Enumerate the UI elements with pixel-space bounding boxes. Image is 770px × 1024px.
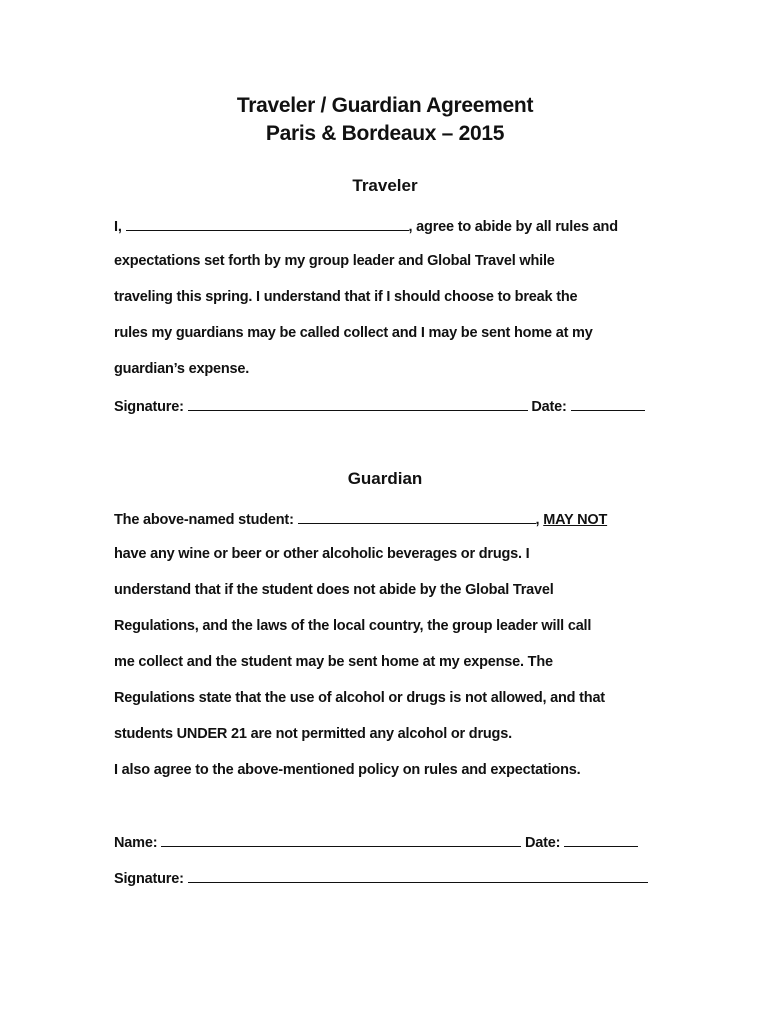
guardian-name-blank[interactable] — [161, 833, 521, 847]
traveler-line-5: guardian’s expense. — [114, 361, 250, 377]
traveler-after-name: , agree to abide by all rules and — [408, 219, 618, 235]
guardian-line-7: students UNDER 21 are not permitted any alcohol or drugs. — [114, 726, 512, 742]
guardian-line-3: understand that if the student does not abide by the Global Travel — [114, 582, 554, 598]
guardian-line-4: Regulations, and the laws of the local country, the group leader will call — [114, 618, 592, 634]
guardian-line-6: Regulations state that the use of alcohol or drugs is not allowed, and that — [114, 690, 605, 706]
guardian-student-blank[interactable] — [298, 510, 536, 524]
guardian-name-row — [114, 833, 638, 851]
traveler-prefix: I, — [114, 219, 122, 235]
guardian-signature-blank[interactable] — [188, 869, 648, 883]
traveler-line-1 — [114, 217, 618, 235]
traveler-name-blank[interactable] — [126, 217, 409, 231]
document-title: Traveler / Guardian Agreement — [236, 94, 534, 117]
guardian-line-2: have any wine or beer or other alcoholic beverages or drugs. I — [114, 546, 530, 562]
guardian-comma: , — [535, 512, 540, 528]
guardian-heading: Guardian — [347, 469, 423, 488]
traveler-date-blank[interactable] — [571, 397, 645, 411]
traveler-date-label: Date: — [531, 399, 567, 415]
guardian-signature-label: Signature: — [114, 871, 184, 887]
traveler-signature-blank[interactable] — [188, 397, 528, 411]
guardian-name-label: Name: — [114, 835, 158, 851]
traveler-line-3: traveling this spring. I understand that if I should choose to break the — [114, 289, 578, 305]
guardian-date-label: Date: — [525, 835, 561, 851]
guardian-line-1 — [114, 510, 607, 528]
guardian-student-label: The above-named student: — [114, 512, 294, 528]
may-not-emphasis: MAY NOT — [543, 512, 608, 528]
traveler-line-2: expectations set forth by my group leader and Global Travel while — [114, 253, 555, 269]
document-subtitle: Paris & Bordeaux – 2015 — [265, 122, 505, 145]
traveler-signature-row — [114, 397, 645, 415]
guardian-date-blank[interactable] — [564, 833, 638, 847]
guardian-line-5: me collect and the student may be sent home at my expense. The — [114, 654, 553, 670]
traveler-heading: Traveler — [352, 176, 418, 195]
guardian-signature-row — [114, 869, 648, 887]
traveler-signature-label: Signature: — [114, 399, 184, 415]
guardian-line-8: I also agree to the above-mentioned policy on rules and expectations. — [114, 762, 581, 778]
traveler-line-4: rules my guardians may be called collect and I may be sent home at my — [114, 325, 593, 341]
